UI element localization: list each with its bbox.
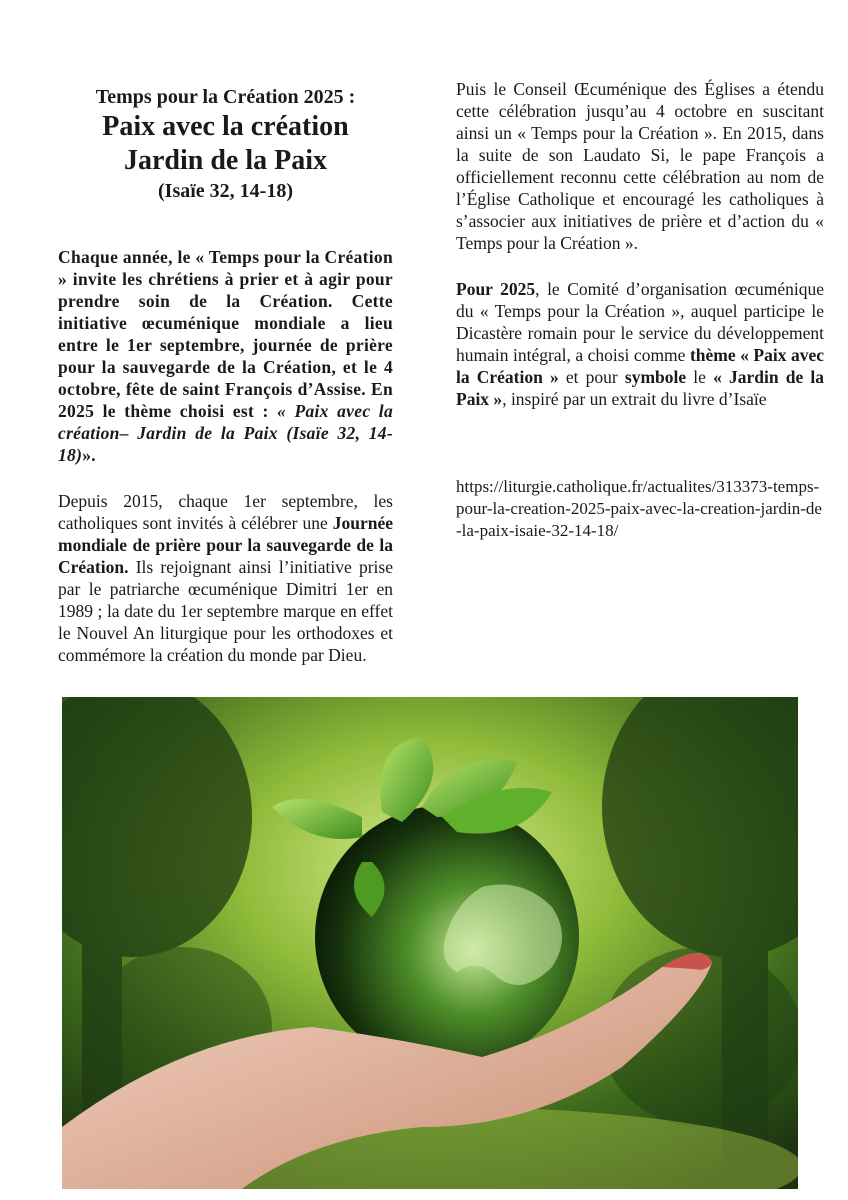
intro-theme-italic: « Paix avec la création– Jardin de la Paix (Isaïe 32, 14-18) — [58, 401, 393, 465]
history-text-b: Ils rejoignant ainsi l’initiative prise par le patriarche œcuménique Dimitri 1er en 1989 ; la date du 1er septembre marque en effet le Nouvel An liturgique pour les orthodoxes et commémore la création du monde par Dieu. — [58, 557, 393, 665]
theme-text-d: , inspiré par un extrait du livre d’Isaïe — [502, 389, 767, 409]
theme-bold-d: « Jardin de la Paix » — [456, 367, 824, 409]
title-line-1: Temps pour la Création 2025 : — [95, 86, 356, 108]
globe-in-hand-illustration — [62, 697, 798, 1189]
theme-bold-b: thème « Paix avec la Création » — [456, 345, 824, 387]
intro-paragraph — [58, 246, 393, 466]
title-line-4: (Isaïe 32, 14-18) — [158, 180, 293, 202]
source-link[interactable]: https://liturgie.catholique.fr/actualites/313373-temps-pour-la-creation-2025-paix-avec-la-creation-jardin-de-la-paix-isaie-32-14-18/ — [456, 477, 822, 540]
title-line-2: Paix avec la création — [102, 111, 349, 142]
history-text-bold: Journée mondiale de prière pour la sauvegarde de la Création. — [58, 513, 393, 577]
history-text-a: Depuis 2015, chaque 1er septembre, les catholiques sont invités à célébrer une — [58, 491, 393, 533]
theme-text-a: , le Comité d’organisation œcuménique du « Temps pour la Création », auquel participe le Dicastère romain pour le service du développement humain intégral, a choisi comme — [456, 279, 824, 365]
theme-text-c: le — [686, 367, 714, 387]
right-column — [456, 78, 824, 542]
title-line-3: Jardin de la Paix — [123, 145, 327, 176]
theme-2025-paragraph — [456, 278, 824, 410]
theme-bold-c: symbole — [624, 367, 687, 387]
left-column — [58, 78, 393, 666]
intro-text: Chaque année, le « Temps pour la Création » invite les chrétiens à prier et à agir pour prendre soin de la Création. Cette initiative œcuménique mondiale a lieu entre le 1er septembre, journée de prière pour la sauvegarde de la Création, et le 4 octobre, fête de saint François d’Assise. En 2025 le thème choisi est : — [58, 247, 393, 421]
council-paragraph: Puis le Conseil Œcuménique des Églises a étendu cette célébration jusqu’au 4 octobre en suscitant ainsi un « Temps pour la Création ». En 2015, dans la suite de son Laudato Si, le pape François a officiellement reconnu cette célébration au nom de l’Église Catholique et encouragé les catholiques à s’associer aux initiatives de prière et d’action du « Temps pour la Création ». — [456, 79, 824, 253]
theme-bold-a: Pour 2025 — [456, 279, 536, 299]
theme-text-b: et pour — [558, 367, 625, 387]
intro-end: ». — [82, 445, 96, 465]
title-block — [58, 84, 393, 204]
globe-in-hand-photo — [62, 697, 798, 1189]
history-paragraph — [58, 490, 393, 666]
